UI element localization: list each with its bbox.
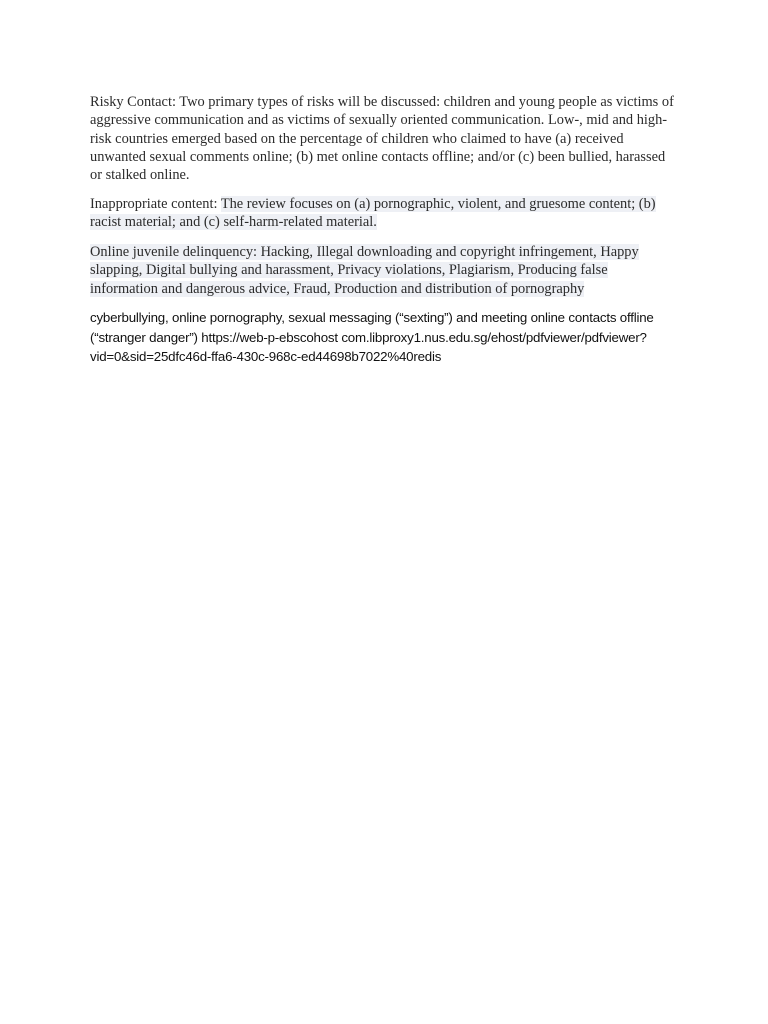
inappropriate-content-label: Inappropriate content: [90,196,221,212]
text-line: risk countries emerged based on the percentage of children who claimed to have (a) received [90,130,624,147]
juvenile-delinquency-paragraph [90,243,690,298]
text-line [90,243,690,261]
risky-contact-paragraph [90,93,690,184]
note-paragraph [90,308,690,367]
highlighted-text: Online juvenile delinquency: Hacking, Illegal downloading and copyright infringement, Happy [90,244,639,260]
text-line [90,280,690,298]
text-line: or stalked online. [90,167,190,184]
highlighted-text: racist material; and (c) self-harm-related material. [90,214,377,231]
text-line [90,213,690,231]
text-line: aggressive communication and as victims of sexually oriented communication. Low-, mid and high- [90,112,668,129]
text-line [90,195,690,213]
highlighted-text: slapping, Digital bullying and harassment, Privacy violations, Plagiarism, Producing false [90,262,608,279]
inappropriate-content-paragraph [90,195,690,232]
highlighted-text: The review focuses on (a) pornographic, violent, and gruesome content; (b) [220,196,656,212]
text-line [90,261,690,279]
text-line: unwanted sexual comments online; (b) met online contacts offline; and/or (c) been bullied, harassed [90,148,666,165]
text-line: vid=0&sid=25dfc46d-ffa6-430c-968c-ed44698b7022%40redis [90,349,442,364]
text-line: (“stranger danger”) https://web-p-ebscohost com.libproxy1.nus.edu.sg/ehost/pdfviewer/pdfviewer? [90,329,647,345]
highlighted-text: information and dangerous advice, Fraud, Production and distribution of pornography [90,280,585,297]
text-line: Risky Contact: Two primary types of risks will be discussed: children and young people as victims of [90,94,674,110]
text-line: cyberbullying, online pornography, sexual messaging (“sexting”) and meeting online contacts offline [90,310,654,325]
